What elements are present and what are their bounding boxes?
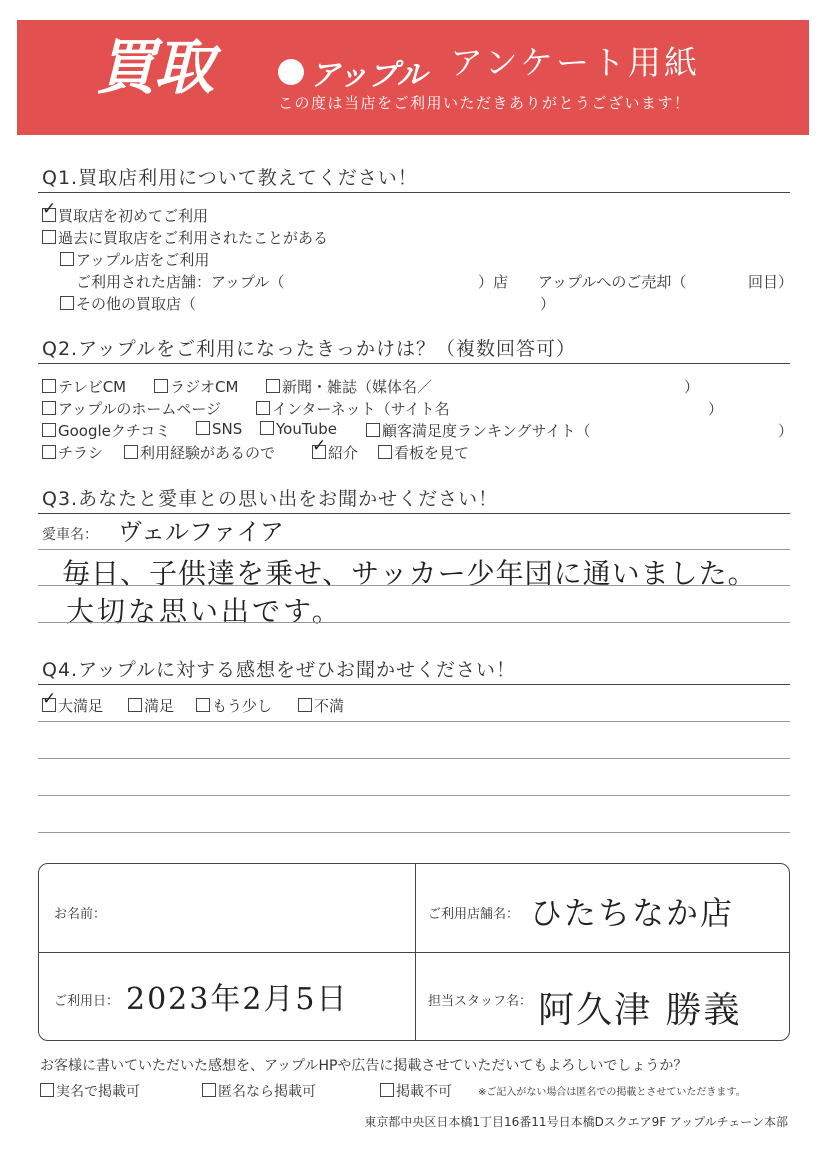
table-divider — [39, 952, 789, 953]
publish-question: お客様に書いていただいた感想を、アップルHPや広告に掲載させていただいてもよろしいでしょうか？ — [40, 1058, 688, 1074]
q2-option-ranking[interactable]: 顧客満足度ランキングサイト（ — [366, 420, 591, 441]
q2-rule — [38, 363, 790, 364]
q1-option-used-before[interactable]: 過去に買取店をご利用されたことがある — [42, 227, 328, 248]
checkbox[interactable] — [256, 401, 270, 415]
q4-rule — [38, 684, 790, 685]
footer-address: 東京都中央区日本橋1丁目16番11号日本橋Dスクエア9F アップルチェーン本部 — [364, 1115, 788, 1129]
q2-option-newspaper[interactable]: 新聞・雑誌（媒体名／ — [266, 376, 432, 397]
car-name-label: 愛車名： — [42, 527, 98, 543]
checkbox[interactable] — [42, 199, 57, 222]
q1-store-line: ご利用された店舗：アップル（ — [76, 273, 285, 291]
q2-internet-end: ） — [708, 400, 724, 418]
q2-ranking-end: ） — [778, 422, 794, 440]
date-value[interactable]: 2023年2月5日 — [126, 982, 349, 1017]
checkbox[interactable] — [42, 445, 56, 459]
checkbox[interactable] — [42, 423, 56, 437]
checkbox[interactable] — [154, 379, 168, 393]
checkbox[interactable] — [380, 1083, 394, 1097]
q1-option-first-time[interactable]: ✓ 買取店を初めてご利用 — [42, 199, 209, 225]
q2-option-experience[interactable]: 利用経験があるので — [124, 442, 275, 463]
checkbox[interactable] — [124, 445, 138, 459]
q2-title: Q2.アップルをご利用になったきっかけは？（複数回答可） — [42, 338, 576, 360]
q1-visits-end: 回目） — [748, 273, 794, 291]
q1-option-other-store[interactable]: その他の買取店（ — [60, 293, 196, 314]
checkbox[interactable] — [60, 252, 74, 266]
q4-option-more[interactable]: もう少し — [196, 695, 272, 716]
checkbox[interactable] — [196, 698, 210, 712]
date-label: ご利用日： — [54, 994, 120, 1009]
q1-visits-line: アップルへのご売却（ — [538, 273, 687, 291]
q2-option-sns[interactable]: SNS — [196, 420, 242, 438]
checkbox[interactable] — [60, 296, 74, 310]
checkbox[interactable] — [378, 445, 392, 459]
q4-option-satisfied[interactable]: 満足 — [128, 695, 174, 716]
apple-logo-text: アップル — [310, 58, 427, 93]
checkbox[interactable] — [196, 421, 210, 435]
publish-not-allowed[interactable]: 掲載不可 — [380, 1081, 452, 1101]
q1-title: Q1.買取店利用について教えてください！ — [42, 167, 418, 189]
q2-option-homepage[interactable]: アップルのホームページ — [42, 398, 221, 419]
q2-option-youtube[interactable]: YouTube — [260, 420, 337, 438]
answer-line — [38, 721, 790, 722]
checkbox[interactable] — [312, 436, 327, 459]
checkbox[interactable] — [42, 379, 56, 393]
q2-option-internet[interactable]: インターネット（サイト名 — [256, 398, 450, 419]
checkbox[interactable] — [40, 1083, 54, 1097]
store-name-label: ご利用店舗名： — [428, 907, 520, 922]
check-mark-icon: ✓ — [42, 199, 57, 219]
apple-logo-icon — [278, 59, 304, 85]
memory-line-2[interactable]: 大切な思い出です。 — [66, 595, 343, 628]
kaitori-title: 買取 — [96, 33, 212, 103]
q2-option-tv[interactable]: テレビCM — [42, 376, 126, 397]
publish-real-name[interactable]: 実名で掲載可 — [40, 1081, 140, 1101]
q3-title: Q3.あなたと愛車との思い出をお聞かせください！ — [42, 488, 499, 510]
q2-option-referral[interactable]: ✓ 紹介 — [312, 436, 359, 462]
check-mark-icon: ✓ — [42, 689, 57, 709]
q1-store-end: ）店 — [478, 273, 509, 291]
answer-line — [38, 549, 790, 550]
checkbox[interactable] — [42, 230, 56, 244]
q2-newspaper-end: ） — [684, 378, 700, 396]
q4-title: Q4.アップルに対する感想をぜひお聞かせください！ — [42, 659, 516, 681]
checkbox[interactable] — [42, 689, 57, 712]
car-name-value[interactable]: ヴェルファイア — [118, 518, 284, 546]
checkbox[interactable] — [260, 421, 274, 435]
checkbox[interactable] — [128, 698, 142, 712]
survey-subtitle: この度は当店をご利用いただきありがとうございます！ — [278, 94, 691, 112]
q2-option-signboard[interactable]: 看板を見て — [378, 442, 469, 463]
answer-line — [38, 622, 790, 623]
survey-title: アンケート用紙 — [450, 43, 701, 82]
q2-option-google[interactable]: Googleクチコミ — [42, 420, 170, 441]
checkbox[interactable] — [266, 379, 280, 393]
memory-line-1[interactable]: 毎日、子供達を乗せ、サッカー少年団に通いました。 — [62, 557, 757, 590]
q1-rule — [38, 192, 790, 193]
staff-name-value[interactable]: 阿久津 勝義 — [538, 990, 742, 1031]
q1-other-end: ） — [540, 295, 556, 313]
name-label: お名前： — [54, 907, 107, 922]
apple-logo — [278, 50, 427, 94]
answer-line — [38, 832, 790, 833]
publish-note: ※ご記入がない場合は匿名での掲載とさせていただきます。 — [478, 1087, 746, 1098]
q4-option-dissatisfied[interactable]: 不満 — [298, 695, 344, 716]
publish-anonymous[interactable]: 匿名なら掲載可 — [202, 1081, 316, 1101]
staff-name-label: 担当スタッフ名： — [428, 994, 533, 1009]
check-mark-icon: ✓ — [312, 436, 327, 456]
q2-option-flyer[interactable]: チラシ — [42, 442, 103, 463]
store-name-value[interactable]: ひたちなか店 — [530, 894, 735, 932]
answer-line — [38, 585, 790, 586]
answer-line — [38, 758, 790, 759]
checkbox[interactable] — [42, 401, 56, 415]
checkbox[interactable] — [366, 423, 380, 437]
q4-option-very-satisfied[interactable]: ✓ 大満足 — [42, 689, 104, 715]
q2-option-radio[interactable]: ラジオCM — [154, 376, 238, 397]
checkbox[interactable] — [202, 1083, 216, 1097]
answer-line — [38, 795, 790, 796]
checkbox[interactable] — [298, 698, 312, 712]
q1-option-apple-store[interactable]: アップル店をご利用 — [60, 249, 209, 270]
